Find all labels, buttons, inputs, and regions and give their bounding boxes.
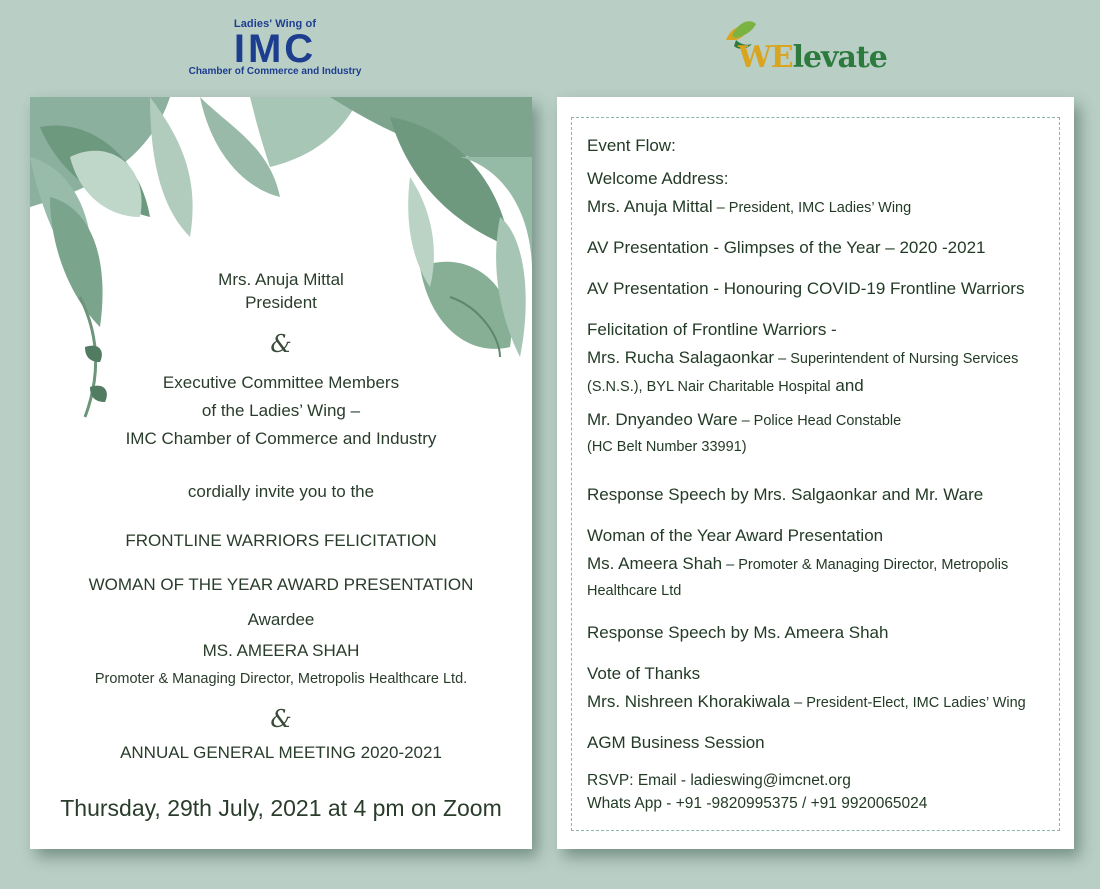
- welevate-we: WE: [738, 40, 793, 75]
- nishreen-name: Mrs. Nishreen Khorakiwala: [587, 692, 791, 711]
- event-agm: ANNUAL GENERAL MEETING 2020-2021: [120, 743, 442, 762]
- ware-name: Mr. Dnyandeo Ware: [587, 410, 738, 429]
- imc-name: IMC: [233, 27, 317, 71]
- nishreen-role: – President-Elect, IMC Ladies’ Wing: [790, 695, 1026, 711]
- av-presentation-2: AV Presentation - Honouring COVID-19 Frontline Warriors: [587, 279, 1025, 298]
- woty-heading: Woman of the Year Award Presentation: [587, 526, 884, 545]
- nishreen-line: [587, 692, 1026, 712]
- response-speech-2: Response Speech by Ms. Ameera Shah: [587, 623, 889, 642]
- ameera-name: Ms. Ameera Shah: [587, 554, 723, 573]
- host-title: President: [245, 293, 317, 312]
- welcome-role: – President, IMC Ladies’ Wing: [712, 200, 912, 216]
- rsvp-whatsapp: Whats App - +91 -9820995375 / +91 9920065024: [587, 795, 928, 812]
- event-date: Thursday, 29th July, 2021 at 4 pm on Zoom: [60, 795, 502, 821]
- event-flow-card: [557, 97, 1074, 849]
- ampersand-1: &: [270, 330, 292, 358]
- rucha-hospital-line: [587, 376, 864, 396]
- imc-subtitle: Chamber of Commerce and Industry: [188, 66, 362, 77]
- welcome-heading: Welcome Address:: [587, 169, 729, 188]
- invitation-card: [30, 97, 532, 849]
- welcome-name: Mrs. Anuja Mittal: [587, 197, 713, 216]
- ware-line: [587, 410, 901, 430]
- rucha-line: [587, 348, 1018, 368]
- welevate-logo: [722, 18, 902, 78]
- dashed-border: [571, 117, 1060, 831]
- invite-line: cordially invite you to the: [187, 482, 375, 501]
- welcome-speaker: [587, 197, 911, 217]
- awardee-name: MS. AMEERA SHAH: [202, 641, 360, 660]
- welevate-rest: levate: [792, 40, 887, 75]
- welevate-wordmark: [738, 40, 887, 75]
- host-name: Mrs. Anuja Mittal: [218, 270, 344, 289]
- rucha-role-2: (S.N.S.), BYL Nair Charitable Hospital: [587, 379, 831, 395]
- ware-role: – Police Head Constable: [737, 413, 902, 429]
- ameera-line: [587, 554, 1008, 574]
- event-felicitation: FRONTLINE WARRIORS FELICITATION: [125, 531, 437, 550]
- ameera-role: – Promoter & Managing Director, Metropolis: [722, 557, 1009, 573]
- rsvp-email: RSVP: Email - ladieswing@imcnet.org: [587, 772, 851, 789]
- felicitation-heading: Felicitation of Frontline Warriors -: [587, 320, 837, 339]
- av-presentation-1: AV Presentation - Glimpses of the Year – 2020 -2021: [587, 238, 986, 257]
- ameera-role-2: Healthcare Ltd: [587, 583, 682, 599]
- rucha-name: Mrs. Rucha Salagaonkar: [587, 348, 775, 367]
- awardee-role: Promoter & Managing Director, Metropolis Healthcare Ltd.: [94, 671, 468, 687]
- thanks-heading: Vote of Thanks: [587, 664, 701, 683]
- ware-belt: (HC Belt Number 33991): [587, 439, 747, 455]
- imc-tagline: Ladies' Wing of: [233, 18, 317, 30]
- imc-ladies-wing-logo: [180, 18, 370, 77]
- agm-session: AGM Business Session: [587, 733, 765, 752]
- response-speech-1: Response Speech by Mrs. Salgaonkar and Mr. Ware: [587, 485, 984, 504]
- ampersand-2: &: [270, 705, 292, 733]
- flow-title: Event Flow:: [587, 136, 676, 155]
- committee-line-3: IMC Chamber of Commerce and Industry: [125, 429, 437, 448]
- committee-line-2: of the Ladies’ Wing –: [201, 401, 361, 420]
- rucha-role: – Superintendent of Nursing Services: [774, 351, 1019, 367]
- event-award: WOMAN OF THE YEAR AWARD PRESENTATION: [88, 575, 474, 594]
- and-word: and: [830, 376, 864, 395]
- committee-line-1: Executive Committee Members: [162, 373, 400, 392]
- awardee-label: Awardee: [247, 610, 315, 629]
